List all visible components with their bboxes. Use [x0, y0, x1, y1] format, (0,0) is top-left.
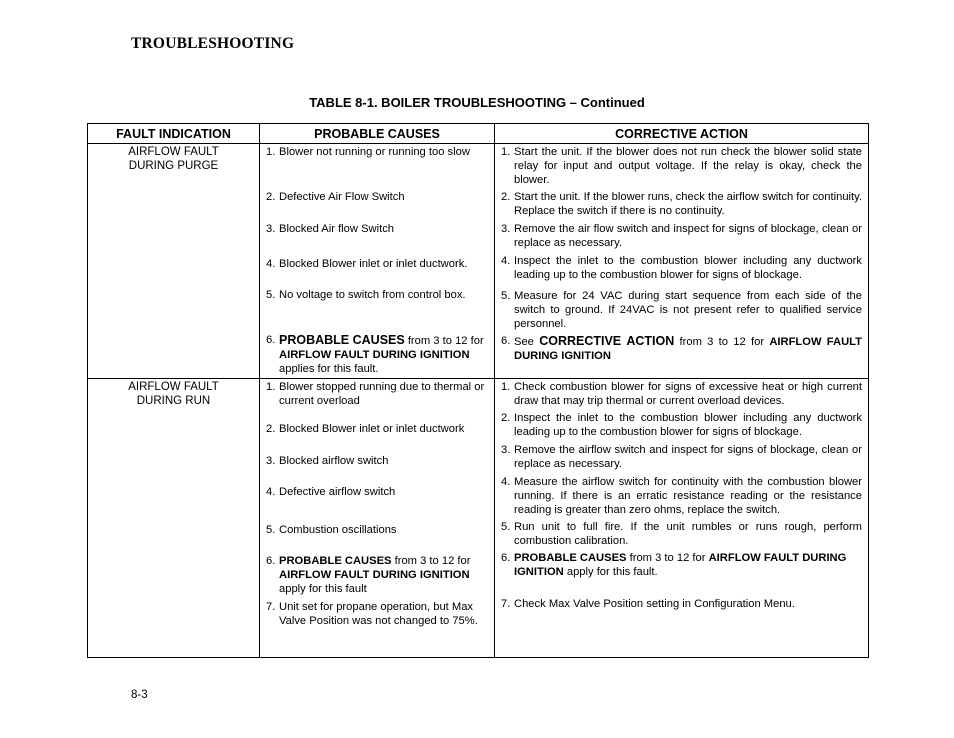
action-item: [501, 411, 862, 439]
cause-item: [266, 554, 488, 596]
bold-ref: AIRFLOW FAULT DURING IGNITION: [279, 569, 470, 581]
item-text: Blocked Blower inlet or inlet ductwork.: [279, 258, 468, 270]
item-text: Blocked airflow switch: [279, 455, 389, 467]
item-text: Inspect the inlet to the combustion blower including any ductwork leading up to the combustion blower for signs of blockage.: [514, 255, 862, 281]
fault-indication-cell: [88, 144, 260, 379]
bold-ref: AIRFLOW FAULT DURING IGNITION: [514, 336, 863, 362]
action-item: [501, 551, 862, 579]
section-title: TROUBLESHOOTING: [131, 35, 295, 52]
item-number: 2.: [501, 191, 511, 203]
item-text: Blocked Air flow Switch: [279, 223, 395, 235]
item-text: Blower stopped running due to thermal or current overload: [279, 381, 485, 407]
item-number: 3.: [266, 455, 276, 467]
page-number: 8-3: [131, 689, 148, 701]
item-text: Measure for 24 VAC during start sequence from each side of the switch to ground. If 24VAC is not present refer to qualified service personnel.: [514, 290, 862, 330]
item-number: 3.: [501, 444, 511, 456]
item-number: 4.: [266, 258, 276, 270]
action-item: [501, 254, 862, 282]
ref-text: See: [514, 336, 540, 348]
item-number: 6.: [266, 334, 276, 346]
corrective-action-cell: [495, 144, 869, 379]
cause-item: [266, 257, 488, 271]
item-number: 4.: [266, 486, 276, 498]
action-item: [501, 334, 862, 363]
cause-item: [266, 380, 488, 408]
corrective-action-cell: [495, 379, 869, 658]
cause-item: [266, 422, 488, 436]
action-item: [501, 475, 862, 517]
item-text: [279, 333, 488, 376]
item-number: 1.: [501, 381, 511, 393]
item-text: Measure the airflow switch for continuity with the combustion blower running. If there is an erratic resistance reading or the resistance reading is greater than zero ohms, replace the switch.: [514, 476, 862, 516]
ref-text: from 3 to 12 for: [626, 552, 709, 564]
table-header-row: [88, 124, 869, 144]
fault-indication-cell: [88, 379, 260, 658]
fault-line: DURING PURGE: [128, 160, 219, 172]
column-header-action: CORRECTIVE ACTION: [495, 124, 869, 144]
item-text: [514, 551, 862, 579]
item-text: Defective airflow switch: [279, 486, 396, 498]
item-text: Start the unit. If the blower does not run check the blower solid state relay for input and output voltage. If the relay is okay, check the blower.: [514, 146, 862, 186]
cause-item: [266, 485, 488, 499]
fault-line: AIRFLOW FAULT: [128, 381, 219, 393]
cause-item: [266, 333, 488, 376]
item-text: Inspect the inlet to the combustion blower including any ductwork leading up to the combustion blower for signs of blockage.: [514, 412, 862, 438]
item-number: 3.: [266, 223, 276, 235]
action-item: [501, 520, 862, 548]
cause-item: [266, 288, 488, 302]
probable-causes-cell: [260, 379, 495, 658]
item-number: 7.: [266, 601, 276, 613]
cause-item: [266, 600, 488, 628]
ref-text: from 3 to 12 for: [391, 555, 471, 567]
ref-text: apply for this fault: [279, 583, 367, 595]
item-number: 4.: [501, 255, 511, 267]
item-number: 4.: [501, 476, 511, 488]
cause-item: [266, 145, 488, 159]
ref-text: from 3 to 12 for: [404, 335, 484, 347]
fault-line: DURING RUN: [136, 395, 211, 407]
item-number: 5.: [501, 290, 511, 302]
item-text: [279, 554, 488, 596]
table-row: [88, 379, 869, 658]
item-text: Defective Air Flow Switch: [279, 191, 405, 203]
bold-ref: AIRFLOW FAULT DURING IGNITION: [514, 552, 847, 578]
item-number: 3.: [501, 223, 511, 235]
troubleshooting-table: [87, 123, 869, 658]
item-text: Blower not running or running too slow: [279, 146, 470, 158]
probable-causes-cell: [260, 144, 495, 379]
bold-ref: CORRECTIVE ACTION: [539, 334, 675, 348]
item-text: Run unit to full fire. If the unit rumbles or runs rough, perform combustion calibration.: [514, 521, 862, 547]
action-item: [501, 190, 862, 218]
ref-text: from 3 to 12 for: [674, 336, 770, 348]
item-number: 5.: [266, 524, 276, 536]
column-header-causes: PROBABLE CAUSES: [260, 124, 495, 144]
item-number: 7.: [501, 598, 511, 610]
cause-item: [266, 454, 488, 468]
bold-ref: PROBABLE CAUSES: [514, 552, 627, 564]
item-text: Start the unit. If the blower runs, check the airflow switch for continuity. Replace the switch if there is no continuity.: [514, 191, 863, 217]
action-item: [501, 380, 862, 408]
action-item: [501, 222, 862, 250]
action-item: [501, 443, 862, 471]
item-number: 2.: [266, 423, 276, 435]
table-row: [88, 144, 869, 379]
item-text: Remove the air flow switch and inspect for signs of blockage, clean or replace as necessary.: [514, 223, 862, 249]
item-number: 2.: [501, 412, 511, 424]
item-number: 1.: [501, 146, 511, 158]
item-text: Combustion oscillations: [279, 524, 397, 536]
item-number: 6.: [501, 335, 511, 347]
item-text: No voltage to switch from control box.: [279, 289, 466, 301]
ref-text: applies for this fault.: [279, 363, 379, 375]
item-number: 6.: [501, 552, 511, 564]
cause-item: [266, 190, 488, 204]
item-text: Remove the airflow switch and inspect for signs of blockage, clean or replace as necessary.: [514, 444, 862, 470]
cause-item: [266, 222, 488, 236]
bold-ref: AIRFLOW FAULT DURING IGNITION: [279, 349, 470, 361]
item-number: 2.: [266, 191, 276, 203]
item-number: 1.: [266, 381, 276, 393]
bold-ref: PROBABLE CAUSES: [279, 333, 405, 347]
ref-text: apply for this fault.: [563, 566, 658, 578]
item-text: Unit set for propane operation, but Max Valve Position was not changed to 75%.: [279, 601, 478, 627]
item-number: 6.: [266, 555, 276, 567]
column-header-fault: FAULT INDICATION: [88, 124, 260, 144]
item-number: 5.: [501, 521, 511, 533]
table-title: TABLE 8-1. BOILER TROUBLESHOOTING – Continued: [309, 95, 645, 110]
item-text: Check combustion blower for signs of excessive heat or high current draw that may trip thermal or current overload devices.: [514, 381, 862, 407]
bold-ref: PROBABLE CAUSES: [279, 555, 392, 567]
item-text: [514, 334, 862, 363]
cause-item: [266, 523, 488, 537]
item-number: 5.: [266, 289, 276, 301]
action-item: [501, 145, 862, 187]
fault-line: AIRFLOW FAULT: [128, 146, 219, 158]
item-text: Blocked Blower inlet or inlet ductwork: [279, 423, 465, 435]
item-text: Check Max Valve Position setting in Configuration Menu.: [514, 598, 795, 610]
action-item: [501, 289, 862, 331]
item-number: 1.: [266, 146, 276, 158]
action-item: [501, 597, 862, 611]
